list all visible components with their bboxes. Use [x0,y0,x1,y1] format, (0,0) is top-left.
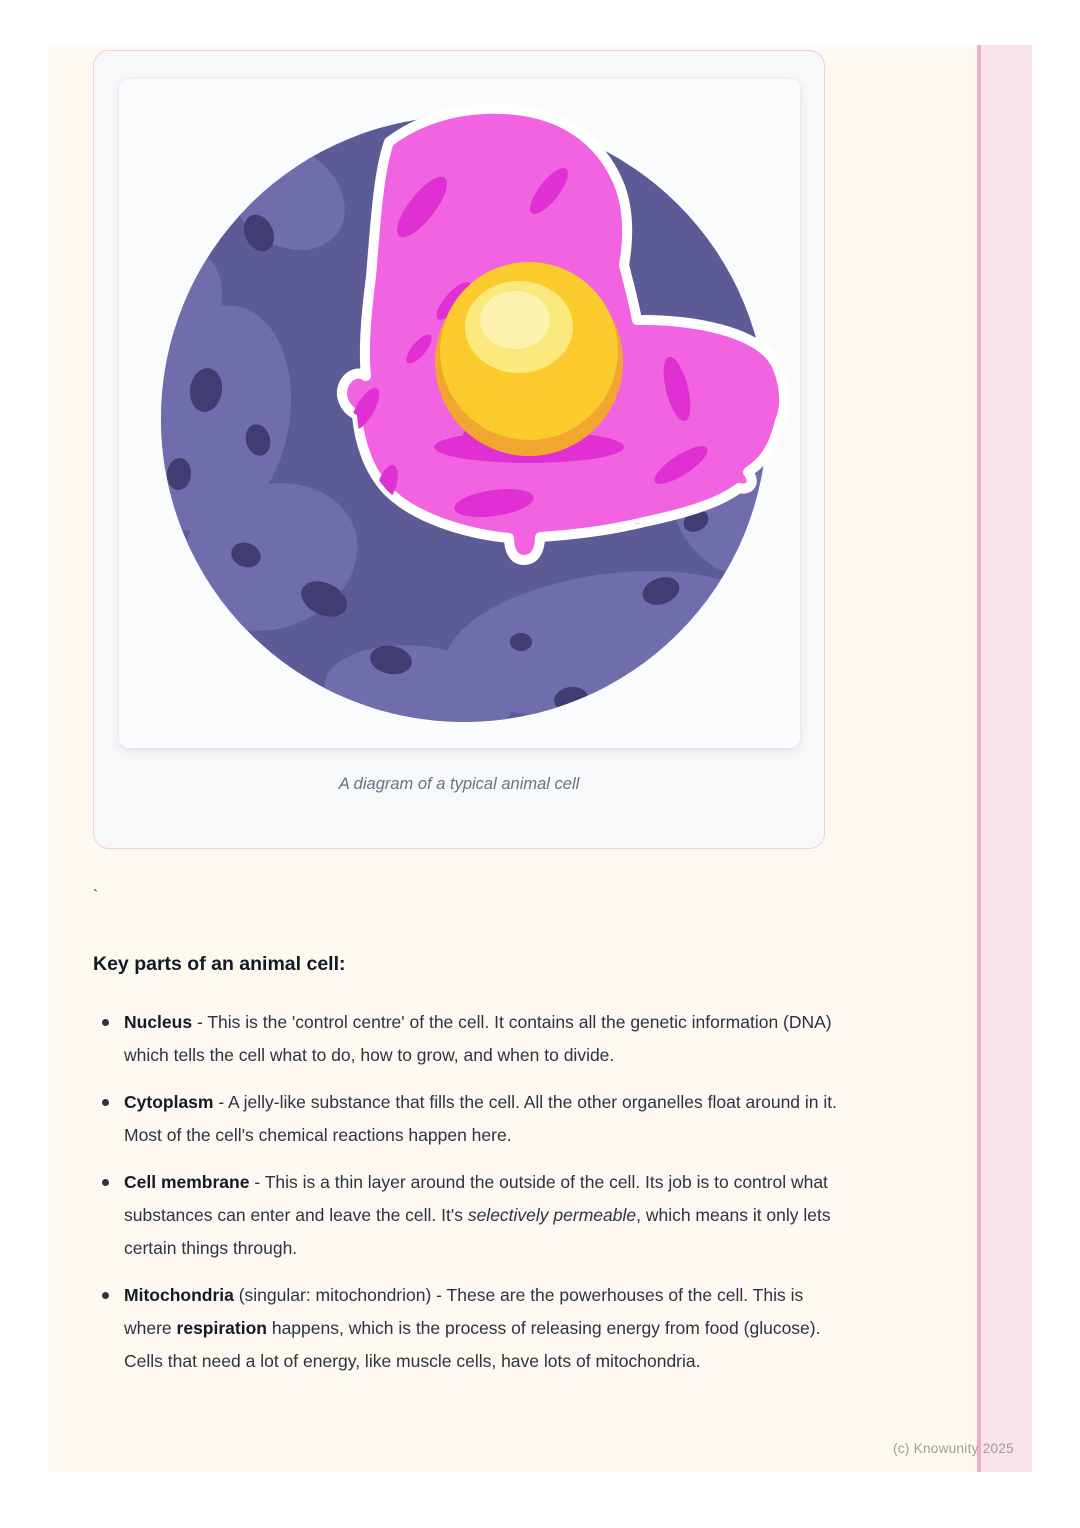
cell-image [119,79,800,748]
body-text: happens, which is the process of releasing energy from food (glucose). Cells that need a lot of energy, like muscle cells, have lots of mitochondria. [124,1318,821,1371]
list-item [93,1006,838,1072]
term-emphasis: respiration [176,1318,267,1338]
italic-text: selectively permeable [467,1205,637,1225]
key-parts-list [93,1006,838,1392]
figure-card [93,50,825,849]
body-text: - A jelly-like substance that fills the cell. All the other organelles float around in it. Most of the cell's chemical reactions happen here. [124,1092,838,1145]
term-emphasis: Cytoplasm [124,1092,214,1112]
figure-caption: A diagram of a typical animal cell [338,775,580,793]
stray-backtick-text: ` [93,888,99,905]
watermark: (c) Knowunity 2025 [893,1441,1014,1456]
animal-cell-illustration [119,79,800,748]
list-item [93,1086,838,1152]
body-text: (singular: mitochondrion) - These are the powerhouses of the cell. This is where [124,1285,804,1338]
body-text: , which means it only lets certain things through. [124,1205,831,1258]
section-heading: Key parts of an animal cell: [93,953,346,975]
list-item [93,1166,838,1265]
body-text: - This is a thin layer around the outside of the cell. Its job is to control what substances can enter and leave the cell. It's [124,1172,828,1225]
body-text: - This is the 'control centre' of the cell. It contains all the genetic information (DNA) which tells the cell what to do, how to grow, and when to divide. [124,1012,832,1065]
term-emphasis: Mitochondria [124,1285,234,1305]
right-pink-stripe [977,45,1032,1472]
nucleus [435,262,623,456]
nucleolus [480,291,550,349]
list-item [93,1279,838,1378]
term-emphasis: Nucleus [124,1012,193,1032]
term-emphasis: Cell membrane [124,1172,250,1192]
